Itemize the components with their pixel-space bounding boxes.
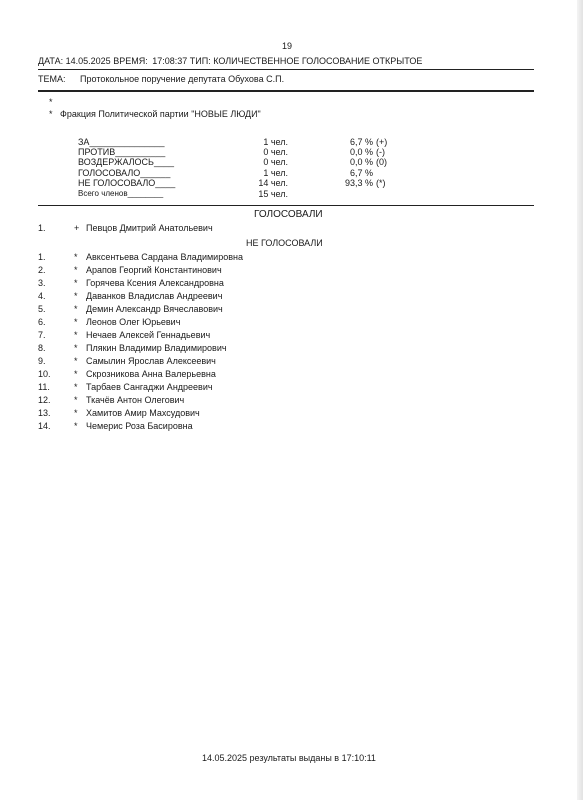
stat-percent: 0,0 % [349, 157, 373, 167]
member-name: Арапов Георгий Константинович [86, 265, 222, 275]
member-mark: * [74, 317, 78, 327]
member-mark: * [74, 356, 78, 366]
stat-count: 15 чел. [258, 189, 288, 199]
header-line [38, 56, 422, 66]
type-label: ТИП: [189, 56, 211, 66]
stat-label: ЗА_______________ [78, 137, 165, 147]
stat-mark: (+) [376, 137, 388, 147]
list-item [38, 356, 518, 368]
topic-line [38, 74, 284, 84]
member-mark: * [74, 291, 78, 301]
member-number: 14. [38, 421, 51, 431]
member-name: Хамитов Амир Махсудович [86, 408, 200, 418]
list-item [38, 369, 518, 381]
faction-name: Фракция Политической партии "НОВЫЕ ЛЮДИ" [60, 109, 261, 119]
stat-mark: (-) [376, 147, 385, 157]
faction-bullet: * [49, 109, 53, 119]
member-name: Певцов Дмитрий Анатольевич [86, 223, 213, 233]
member-number: 2. [38, 265, 46, 275]
member-mark: * [74, 278, 78, 288]
member-number: 10. [38, 369, 51, 379]
stat-percent: 6,7 % [349, 137, 373, 147]
list-item [38, 317, 518, 329]
member-number: 4. [38, 291, 46, 301]
member-number: 6. [38, 317, 46, 327]
member-number: 1. [38, 223, 46, 233]
page-number: 19 [282, 41, 293, 51]
list-item [38, 291, 518, 303]
member-mark: * [74, 330, 78, 340]
member-mark: * [74, 421, 78, 431]
stat-percent: 93,3 % [344, 178, 373, 188]
member-name: Леонов Олег Юрьевич [86, 317, 181, 327]
member-mark: + [74, 223, 80, 233]
header-rule-thin [38, 69, 534, 70]
stat-percent: 0,0 % [349, 147, 373, 157]
list-item [38, 408, 518, 420]
footer-issued: 14.05.2025 результаты выданы в 17:10:11 [202, 753, 376, 763]
topic-value: Протокольное поручение депутата Обухова С.П. [80, 74, 285, 84]
topic-rule-thick [38, 90, 534, 92]
stat-percent: 6,7 % [349, 168, 373, 178]
stat-mark: (*) [376, 178, 386, 188]
stat-label: ПРОТИВ__________ [78, 147, 166, 157]
list-item [38, 330, 518, 342]
member-name: Тарбаев Сангаджи Андреевич [86, 382, 213, 392]
member-name: Демин Александр Вячеславович [86, 304, 223, 314]
member-number: 7. [38, 330, 46, 340]
member-number: 12. [38, 395, 51, 405]
topic-label: ТЕМА: [38, 74, 66, 84]
stat-count: 1 чел. [263, 168, 288, 178]
time-value: 17:08:37 [152, 56, 188, 66]
member-name: Чемерис Роза Басировна [86, 421, 193, 431]
member-name: Даванков Владислав Андреевич [86, 291, 223, 301]
stat-label: ВОЗДЕРЖАЛОСЬ____ [78, 157, 174, 167]
member-mark: * [74, 304, 78, 314]
list-item [38, 278, 518, 290]
member-mark: * [74, 252, 78, 262]
member-mark: * [74, 369, 78, 379]
type-value: КОЛИЧЕСТВЕННОЕ ГОЛОСОВАНИЕ ОТКРЫТОЕ [213, 56, 423, 66]
stat-count: 0 чел. [263, 147, 288, 157]
member-mark: * [74, 343, 78, 353]
stat-label: НЕ ГОЛОСОВАЛО____ [78, 178, 176, 188]
member-number: 8. [38, 343, 46, 353]
member-name: Горячева Ксения Александровна [86, 278, 224, 288]
list-item [38, 343, 518, 355]
stat-label: ГОЛОСОВАЛО______ [78, 168, 171, 178]
member-number: 11. [38, 382, 50, 392]
stat-row-abstained [78, 157, 398, 168]
member-number: 5. [38, 304, 46, 314]
stat-label: Всего членов________ [78, 189, 164, 198]
stat-count: 0 чел. [263, 157, 288, 167]
member-number: 9. [38, 356, 46, 366]
stats-rule [38, 205, 534, 206]
member-name: Нечаев Алексей Геннадьевич [86, 330, 211, 340]
voted-member-row [38, 223, 518, 235]
date-label: ДАТА: [38, 56, 64, 66]
list-item [38, 421, 518, 433]
stat-row-not-voted [78, 178, 398, 189]
date-value: 14.05.2025 [65, 56, 111, 66]
stat-count: 1 чел. [263, 137, 288, 147]
time-label: ВРЕМЯ: [113, 56, 148, 66]
list-item [38, 265, 518, 277]
member-mark: * [74, 265, 78, 275]
member-name: Плякин Владимир Владимирович [86, 343, 227, 353]
faction-bullet-top: * [49, 97, 53, 107]
stat-count: 14 чел. [258, 178, 288, 188]
not-voted-heading: НЕ ГОЛОСОВАЛИ [246, 238, 323, 248]
member-name: Ткачёв Антон Олегович [86, 395, 185, 405]
member-number: 1. [38, 252, 46, 262]
member-mark: * [74, 382, 78, 392]
member-name: Авксентьева Сардана Владимировна [86, 252, 243, 262]
member-name: Скрозникова Анна Валерьевна [86, 369, 216, 379]
faction-line [49, 109, 261, 119]
voted-heading: ГОЛОСОВАЛИ [254, 209, 323, 220]
scan-page-edge [577, 0, 583, 800]
stat-row-total [78, 189, 398, 200]
member-number: 3. [38, 278, 46, 288]
member-name: Самылин Ярослав Алексеевич [86, 356, 216, 366]
list-item [38, 382, 518, 394]
list-item [38, 395, 518, 407]
list-item [38, 252, 518, 264]
list-item [38, 304, 518, 316]
member-number: 13. [38, 408, 51, 418]
member-mark: * [74, 395, 78, 405]
member-mark: * [74, 408, 78, 418]
stat-mark: (0) [376, 157, 387, 167]
